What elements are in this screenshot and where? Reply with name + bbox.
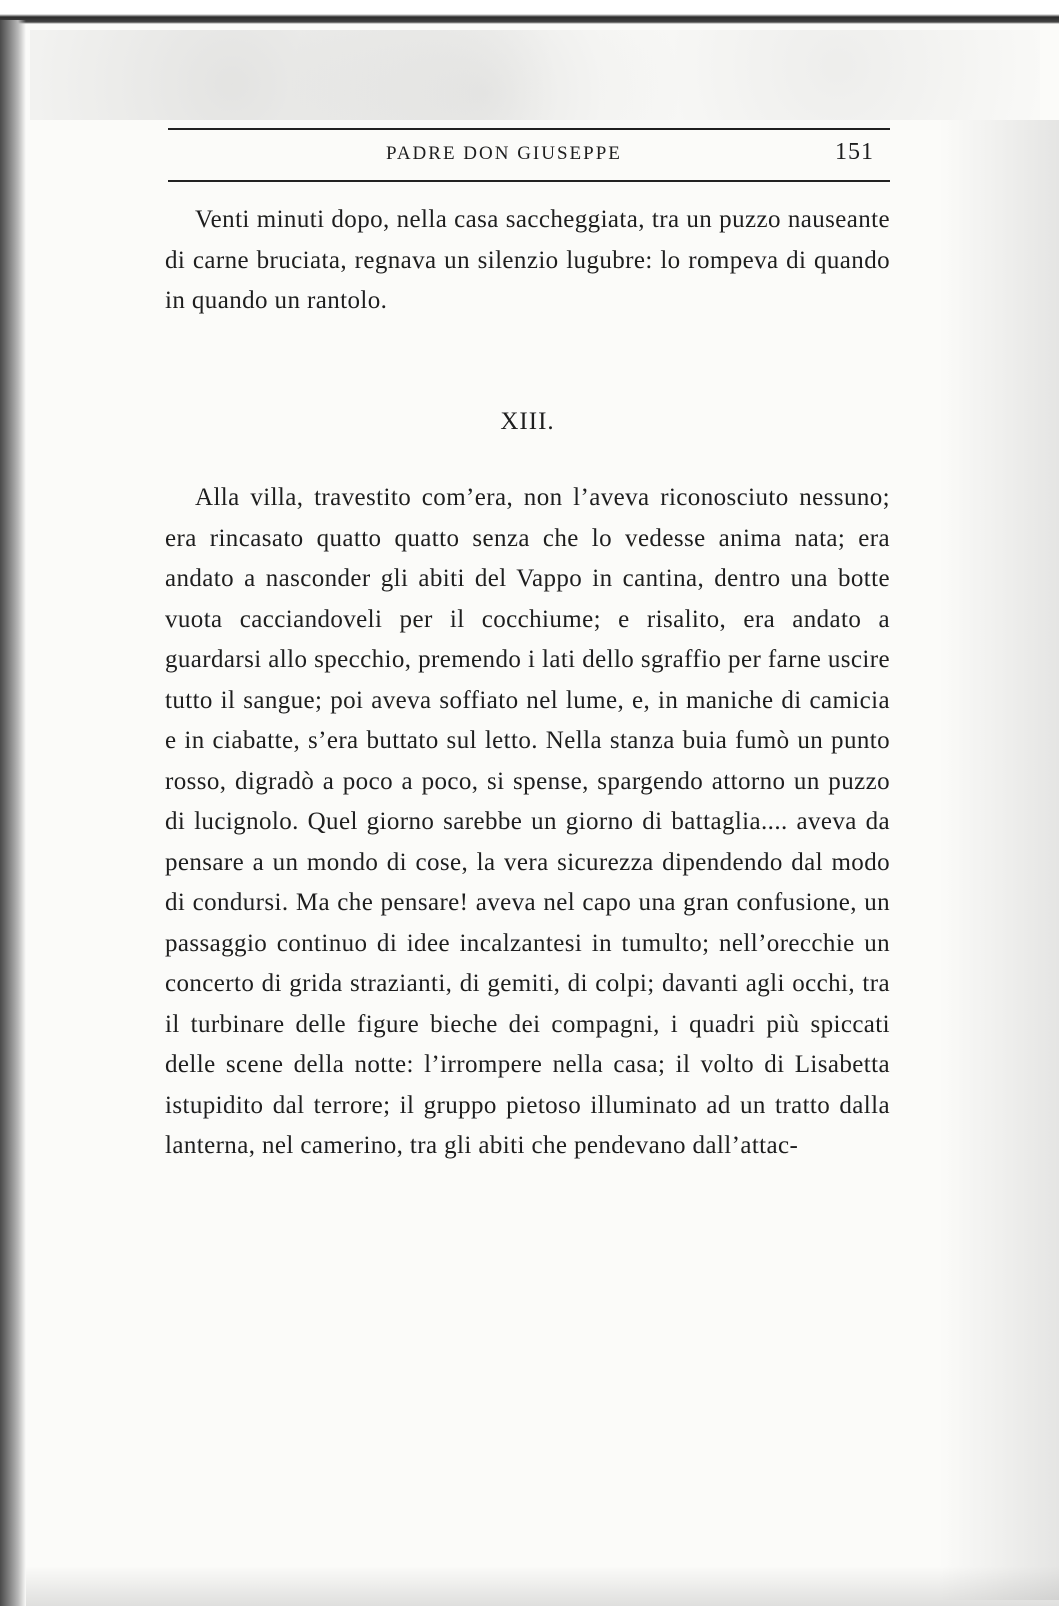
scan-noise-bottom: [26, 1566, 1059, 1606]
paragraph-1-block: [165, 200, 890, 322]
paragraph-2: Alla villa, travestito com’era, non l’aveva riconosciuto nessuno; era rincasato quatto quatto senza che lo vedesse anima nata; era andato a nasconder gli abiti del Vappo in cantina, dentro una botte vuota cacciandoveli per il cocchiume; e risalito, era andato a guardarsi allo specchio, premendo i lati dello sgraffio per farne uscire tutto il sangue; poi aveva soffiato nel lume, e, in maniche di camicia e in ciabatte, s’era buttato sul letto. Nella stanza buia fumò un punto rosso, digradò a poco a poco, si spense, spargendo attorno un puzzo di lucignolo. Quel giorno sarebbe un giorno di battaglia.... aveva da pensare a un mondo di cose, la vera sicurezza dipendendo dal modo di condursi. Ma che pensare! aveva nel capo una gran confusione, un passaggio continuo di idee incalzantesi in tumulto; nell’orecchie un concerto di grida strazianti, di gemiti, di colpi; davanti agli occhi, tra il turbinare delle figure bieche dei compagni, i quadri più spiccati delle scene della notte: l’irrompere nella casa; il volto di Lisabetta istupidito dal terrore; il gruppo pietoso illuminato ad un tratto dalla lanterna, nel camerino, tra gli abiti che pendevano dall’attac-: [165, 484, 890, 1159]
running-title: PADRE DON GIUSEPPE: [386, 143, 622, 164]
paragraph-2-block: [165, 478, 890, 1167]
paragraph-1: Venti minuti dopo, nella casa saccheggiata, tra un puzzo nauseante di carne bruciata, regnava un silenzio lugubre: lo rompeva di quando in quando un rantolo.: [165, 206, 890, 314]
page-number: 151: [835, 139, 874, 165]
scan-top-edge: [0, 0, 1059, 24]
scan-noise-top: [30, 30, 1040, 120]
running-header: [168, 139, 890, 175]
scan-binding-edge: [0, 20, 26, 1606]
section-heading: XIII.: [500, 408, 555, 435]
header-rule-top: [168, 128, 890, 130]
scan-noise-right: [939, 120, 1059, 1600]
header-rule-bottom: [168, 180, 890, 182]
